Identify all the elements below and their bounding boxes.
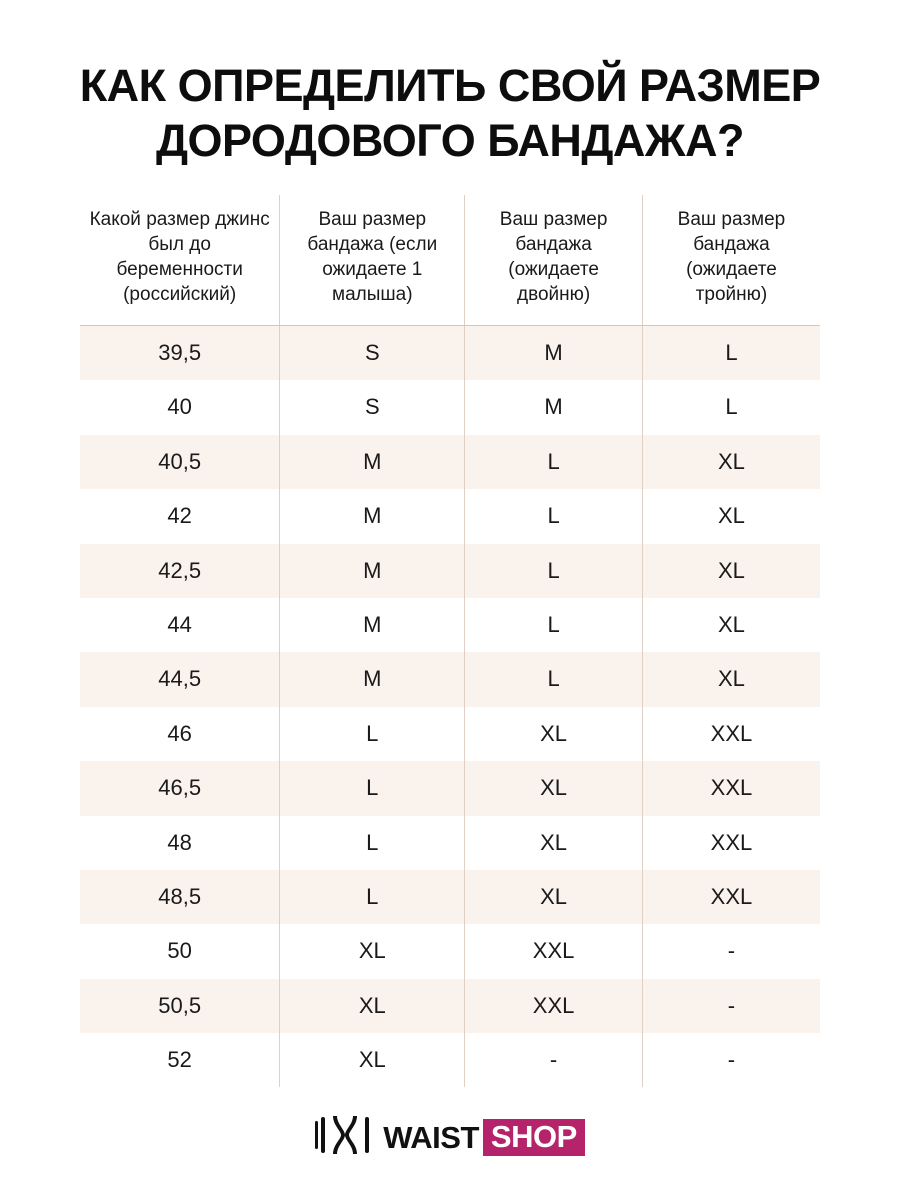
- cell-single: L: [280, 816, 465, 870]
- cell-single: S: [280, 380, 465, 434]
- cell-triplets: XXL: [642, 761, 820, 815]
- cell-triplets: XL: [642, 598, 820, 652]
- cell-triplets: XL: [642, 435, 820, 489]
- table-row: [80, 870, 820, 924]
- cell-jeans-size: 50: [167, 938, 192, 964]
- cell-twins: XXL: [465, 979, 643, 1033]
- table-row: [80, 707, 820, 761]
- cell-twins: L: [465, 489, 643, 543]
- cell-single: M: [280, 652, 465, 706]
- cell-jeans-size: 42: [167, 503, 192, 529]
- table-row: [80, 544, 820, 598]
- cell-twins: XXL: [465, 924, 643, 978]
- cell-single: XL: [280, 979, 465, 1033]
- cell-single: L: [280, 870, 465, 924]
- cell-twins: XL: [465, 870, 643, 924]
- cell-single: M: [280, 598, 465, 652]
- cell-twins: M: [465, 326, 643, 381]
- table-row: [80, 1033, 820, 1087]
- cell-jeans-size: 40: [167, 394, 192, 420]
- cell-jeans-size: 42,5: [80, 544, 280, 598]
- logo-wordmark: [383, 1119, 585, 1156]
- cell-triplets: XXL: [642, 816, 820, 870]
- cell-single: M: [280, 435, 465, 489]
- cell-jeans-size: 44: [167, 611, 192, 637]
- footer: [0, 1115, 900, 1160]
- column-header-triplets: Ваш размер бандажа (ожидаете тройню): [642, 195, 820, 326]
- cell-triplets: XL: [642, 544, 820, 598]
- cell-twins: L: [465, 652, 643, 706]
- cell-twins: M: [465, 380, 643, 434]
- cell-jeans-size: 44,5: [80, 652, 280, 706]
- cell-triplets: -: [642, 1033, 820, 1087]
- column-header-single: Ваш размер бандажа (если ожидаете 1 малыша): [280, 195, 465, 326]
- brand-logo[interactable]: [315, 1115, 585, 1160]
- table-row: [80, 979, 820, 1033]
- cell-jeans-size: 40,5: [80, 435, 280, 489]
- cell-single: L: [280, 761, 465, 815]
- table-row: [80, 924, 820, 978]
- cell-jeans-size: 48: [167, 829, 192, 855]
- cell-single: M: [280, 544, 465, 598]
- cell-triplets: -: [642, 924, 820, 978]
- table-row: [80, 489, 820, 543]
- cell-twins: XL: [465, 816, 643, 870]
- size-table-container: [80, 195, 820, 1088]
- cell-twins: XL: [465, 707, 643, 761]
- cell-triplets: XL: [642, 489, 820, 543]
- cell-triplets: XXL: [642, 707, 820, 761]
- size-table: [80, 195, 820, 1088]
- logo-text-shop: SHOP: [483, 1119, 585, 1156]
- cell-single: S: [280, 326, 465, 381]
- cell-twins: L: [465, 598, 643, 652]
- cell-single: L: [280, 707, 465, 761]
- cell-twins: L: [465, 544, 643, 598]
- column-header-twins: Ваш размер бандажа (ожидаете двойню): [465, 195, 643, 326]
- table-row: [80, 435, 820, 489]
- cell-single: XL: [280, 1033, 465, 1087]
- cell-jeans-size: 50,5: [80, 979, 280, 1033]
- cell-single: XL: [280, 924, 465, 978]
- table-row: [80, 598, 820, 652]
- cell-triplets: L: [642, 380, 820, 434]
- cell-jeans-size: 46,5: [80, 761, 280, 815]
- cell-triplets: L: [642, 326, 820, 381]
- table-row: [80, 816, 820, 870]
- cell-single: M: [280, 489, 465, 543]
- cell-twins: L: [465, 435, 643, 489]
- cell-jeans-size: 48,5: [80, 870, 280, 924]
- cell-twins: XL: [465, 761, 643, 815]
- cell-triplets: XL: [642, 652, 820, 706]
- table-body: [80, 326, 820, 1088]
- cell-jeans-size: 52: [167, 1047, 192, 1073]
- waist-logo-icon: [315, 1115, 371, 1160]
- table-row: [80, 380, 820, 434]
- page-title: КАК ОПРЕДЕЛИТЬ СВОЙ РАЗМЕР ДОРОДОВОГО БАНДАЖА?: [79, 60, 821, 167]
- cell-twins: -: [465, 1033, 643, 1087]
- table-row: [80, 761, 820, 815]
- table-row: [80, 326, 820, 381]
- table-row: [80, 652, 820, 706]
- table-header: [80, 195, 820, 326]
- cell-triplets: XXL: [642, 870, 820, 924]
- table-header-row: [80, 195, 820, 326]
- cell-jeans-size: 39,5: [80, 326, 280, 381]
- cell-jeans-size: 46: [167, 720, 192, 746]
- column-header-jeans-size: Какой размер джинс был до беременности (российский): [80, 195, 280, 326]
- logo-text-waist: WAIST: [383, 1119, 479, 1155]
- cell-triplets: -: [642, 979, 820, 1033]
